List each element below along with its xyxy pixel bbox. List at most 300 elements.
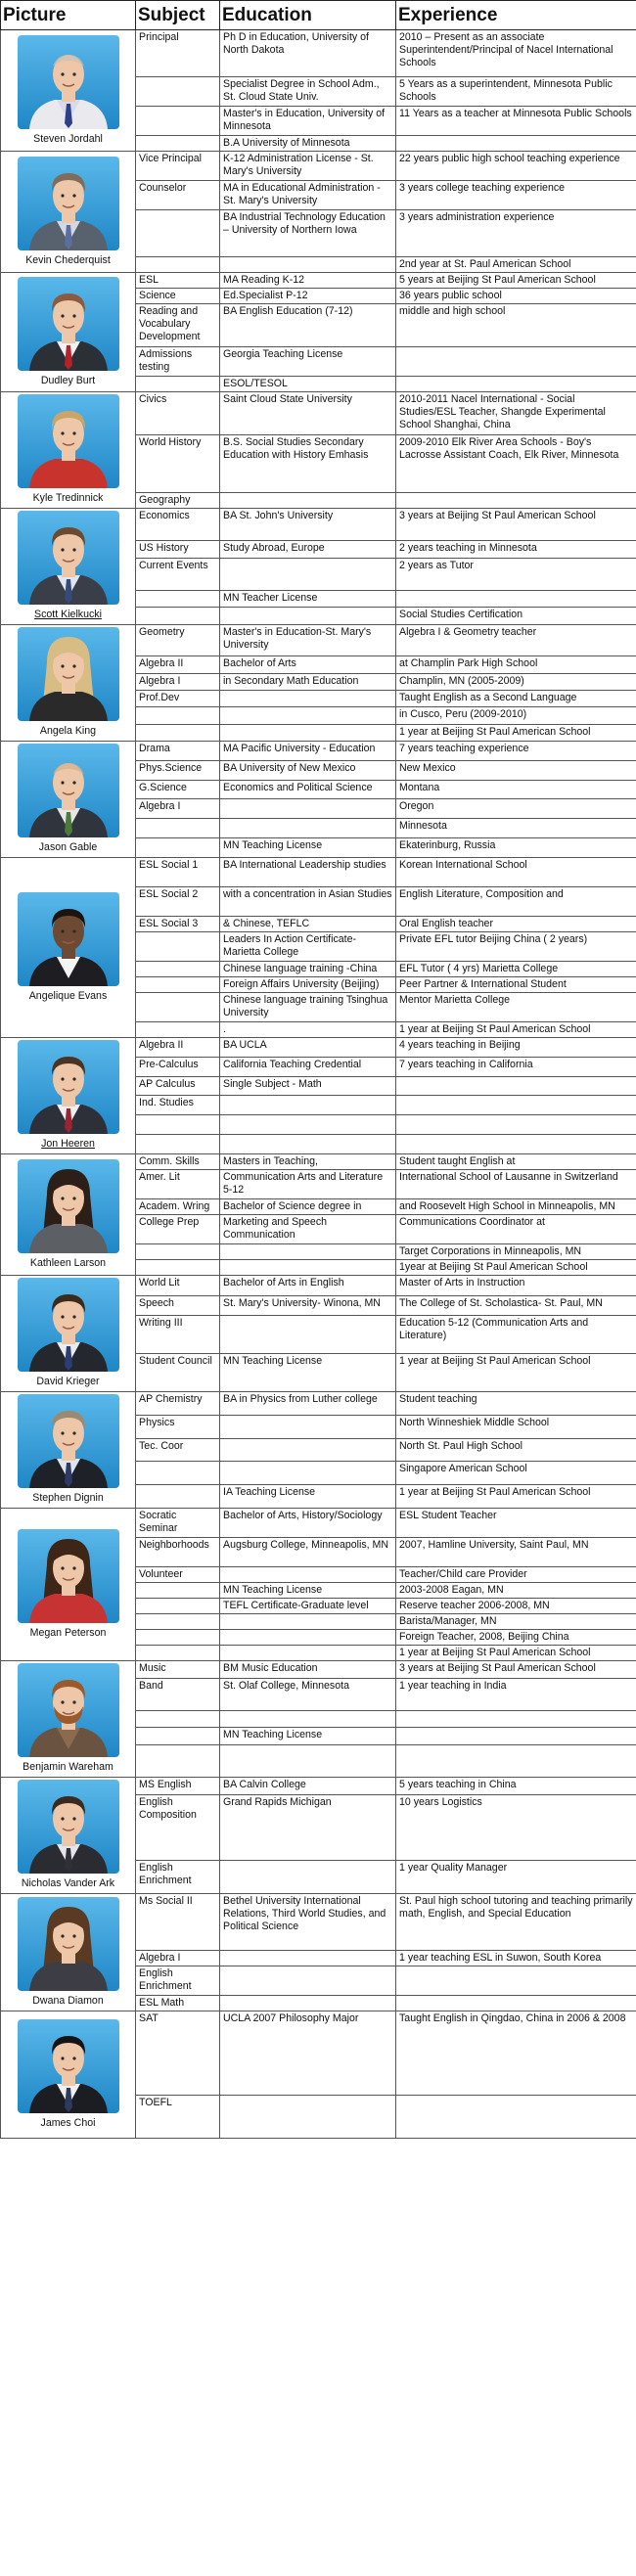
- experience-cell: Foreign Teacher, 2008, Beijing China: [396, 1630, 636, 1646]
- staff-name: Steven Jordahl: [33, 132, 103, 145]
- subject-cell: AP Calculus: [136, 1076, 220, 1096]
- experience-cell: Montana: [396, 780, 636, 799]
- staff-photo: [18, 1394, 119, 1488]
- education-cell: [220, 1316, 396, 1354]
- education-cell: Specialist Degree in School Adm., St. Cloud State Univ.: [220, 77, 396, 107]
- staff-picture-cell: [1, 273, 136, 392]
- subject-cell: [136, 1744, 220, 1777]
- subject-cell: [136, 377, 220, 392]
- staff-name: James Choi: [40, 2116, 96, 2129]
- subject-cell: [136, 1614, 220, 1630]
- subject-cell: English Composition: [136, 1795, 220, 1860]
- experience-cell: Minnesota: [396, 819, 636, 838]
- experience-cell: Taught English as a Second Language: [396, 691, 636, 707]
- education-cell: [220, 1614, 396, 1630]
- staff-name: Megan Peterson: [29, 1626, 107, 1639]
- experience-cell: 3 years at Beijing St Paul American School: [396, 1661, 636, 1679]
- portrait-graphic: [18, 1278, 119, 1372]
- subject-cell: [136, 707, 220, 724]
- subject-cell: [136, 977, 220, 993]
- subject-cell: Geometry: [136, 625, 220, 656]
- subject-cell: [136, 1115, 220, 1135]
- staff-photo: [18, 394, 119, 488]
- education-cell: [220, 1951, 396, 1966]
- table-row: [1, 1661, 636, 1679]
- education-cell: [220, 492, 396, 508]
- education-cell: & Chinese, TEFLC: [220, 917, 396, 932]
- subject-cell: [136, 838, 220, 858]
- experience-cell: [396, 492, 636, 508]
- subject-cell: [136, 1260, 220, 1276]
- staff-photo: [18, 2019, 119, 2113]
- staff-photo: [18, 157, 119, 250]
- education-cell: Masters in Teaching,: [220, 1154, 396, 1170]
- subject-cell: [136, 1728, 220, 1745]
- subject-cell: Admissions testing: [136, 347, 220, 377]
- experience-cell: [396, 377, 636, 392]
- subject-cell: [136, 1630, 220, 1646]
- subject-cell: TOEFL: [136, 2096, 220, 2139]
- experience-cell: International School of Lausanne in Switzerland: [396, 1170, 636, 1199]
- experience-cell: Student teaching: [396, 1392, 636, 1416]
- subject-cell: Counselor: [136, 181, 220, 210]
- table-row: [1, 1894, 636, 1951]
- staff-name: Jason Gable: [38, 841, 98, 853]
- experience-cell: St. Paul high school tutoring and teaching primarily math, English, and Special Education: [396, 1894, 636, 1951]
- experience-cell: Student taught English at: [396, 1154, 636, 1170]
- header-picture: Picture: [1, 1, 136, 30]
- experience-cell: [396, 1996, 636, 2011]
- education-cell: BA UCLA: [220, 1038, 396, 1058]
- education-cell: [220, 257, 396, 273]
- experience-cell: Master of Arts in Instruction: [396, 1276, 636, 1296]
- staff-name: Jon Heeren: [41, 1138, 95, 1150]
- experience-cell: [396, 1096, 636, 1115]
- education-cell: Marketing and Speech Communication: [220, 1215, 396, 1244]
- staff-photo: [18, 892, 119, 986]
- portrait-graphic: [18, 1780, 119, 1874]
- experience-cell: Reserve teacher 2006-2008, MN: [396, 1599, 636, 1614]
- education-cell: BM Music Education: [220, 1661, 396, 1679]
- subject-cell: [136, 136, 220, 152]
- education-cell: [220, 2096, 396, 2139]
- subject-cell: Algebra II: [136, 656, 220, 673]
- experience-cell: 5 years teaching in China: [396, 1778, 636, 1795]
- staff-photo: [18, 1529, 119, 1623]
- subject-cell: [136, 1022, 220, 1038]
- subject-cell: [136, 1462, 220, 1485]
- education-cell: [220, 1462, 396, 1485]
- subject-cell: G.Science: [136, 780, 220, 799]
- experience-cell: Korean International School: [396, 858, 636, 887]
- subject-cell: Algebra I: [136, 799, 220, 819]
- subject-cell: [136, 1583, 220, 1599]
- staff-name: Dudley Burt: [40, 374, 96, 386]
- education-cell: MN Teaching License: [220, 1583, 396, 1599]
- subject-cell: Science: [136, 289, 220, 304]
- education-cell: BA International Leadership studies: [220, 858, 396, 887]
- staff-photo: [18, 511, 119, 605]
- portrait-graphic: [18, 35, 119, 129]
- subject-cell: Comm. Skills: [136, 1154, 220, 1170]
- education-cell: Grand Rapids Michigan: [220, 1795, 396, 1860]
- table-row: [1, 152, 636, 181]
- experience-cell: [396, 590, 636, 608]
- education-cell: [220, 707, 396, 724]
- staff-name: Kevin Chederquist: [25, 253, 111, 266]
- education-cell: MA in Educational Administration - St. Mary's University: [220, 181, 396, 210]
- education-cell: B.A University of Minnesota: [220, 136, 396, 152]
- education-cell: California Teaching Credential: [220, 1057, 396, 1076]
- education-cell: BA Calvin College: [220, 1778, 396, 1795]
- education-cell: Bachelor of Arts in English: [220, 1276, 396, 1296]
- subject-cell: Physics: [136, 1415, 220, 1438]
- education-cell: [220, 1244, 396, 1260]
- experience-cell: 3 years at Beijing St Paul American School: [396, 509, 636, 541]
- subject-cell: Student Council: [136, 1354, 220, 1392]
- education-cell: MN Teaching License: [220, 838, 396, 858]
- subject-cell: [136, 590, 220, 608]
- subject-cell: [136, 107, 220, 136]
- subject-cell: ESL Math: [136, 1996, 220, 2011]
- experience-cell: [396, 136, 636, 152]
- education-cell: [220, 1860, 396, 1893]
- experience-cell: English Literature, Composition and: [396, 887, 636, 917]
- subject-cell: AP Chemistry: [136, 1392, 220, 1416]
- table-row: [1, 625, 636, 656]
- education-cell: TEFL Certificate-Graduate level: [220, 1599, 396, 1614]
- education-cell: Leaders In Action Certificate-Marietta College: [220, 932, 396, 962]
- experience-cell: 2007, Hamline University, Saint Paul, MN: [396, 1538, 636, 1567]
- experience-cell: Teacher/Child care Provider: [396, 1567, 636, 1583]
- education-cell: Georgia Teaching License: [220, 347, 396, 377]
- subject-cell: World History: [136, 435, 220, 492]
- experience-cell: [396, 1135, 636, 1154]
- education-cell: [220, 1260, 396, 1276]
- experience-cell: middle and high school: [396, 304, 636, 347]
- portrait-graphic: [18, 277, 119, 371]
- header-subject: Subject: [136, 1, 220, 30]
- subject-cell: Pre-Calculus: [136, 1057, 220, 1076]
- experience-cell: 36 years public school: [396, 289, 636, 304]
- experience-cell: 2010-2011 Nacel International - Social Studies/ESL Teacher, Shangde Experimental School Shanghai, China: [396, 392, 636, 435]
- staff-name: Nicholas Vander Ark: [21, 1877, 115, 1889]
- subject-cell: Music: [136, 1661, 220, 1679]
- education-cell: B.S. Social Studies Secondary Education with History Emhasis: [220, 435, 396, 492]
- experience-cell: [396, 1966, 636, 1996]
- staff-picture-cell: [1, 1509, 136, 1661]
- education-cell: [220, 1096, 396, 1115]
- experience-cell: 2009-2010 Elk River Area Schools - Boy's Lacrosse Assistant Coach, Elk River, Minnesota: [396, 435, 636, 492]
- experience-cell: New Mexico: [396, 760, 636, 780]
- experience-cell: Taught English in Qingdao, China in 2006 & 2008: [396, 2011, 636, 2096]
- table-row: [1, 1392, 636, 1416]
- education-cell: Study Abroad, Europe: [220, 541, 396, 559]
- education-cell: BA Industrial Technology Education – University of Northern Iowa: [220, 210, 396, 257]
- staff-photo: [18, 1159, 119, 1253]
- education-cell: [220, 1630, 396, 1646]
- staff-picture-cell: [1, 392, 136, 509]
- subject-cell: Vice Principal: [136, 152, 220, 181]
- experience-cell: 3 years administration experience: [396, 210, 636, 257]
- subject-cell: Prof.Dev: [136, 691, 220, 707]
- education-cell: ESOL/TESOL: [220, 377, 396, 392]
- experience-cell: 2003-2008 Eagan, MN: [396, 1583, 636, 1599]
- education-cell: St. Olaf College, Minnesota: [220, 1678, 396, 1710]
- education-cell: [220, 1744, 396, 1777]
- staff-name: Angelique Evans: [28, 989, 108, 1002]
- education-cell: St. Mary's University- Winona, MN: [220, 1295, 396, 1316]
- education-cell: BA English Education (7-12): [220, 304, 396, 347]
- experience-cell: 5 Years as a superintendent, Minnesota Public Schools: [396, 77, 636, 107]
- education-cell: Bachelor of Science degree in: [220, 1199, 396, 1215]
- experience-cell: 1 year at Beijing St Paul American School: [396, 1022, 636, 1038]
- header-education: Education: [220, 1, 396, 30]
- staff-picture-cell: [1, 1154, 136, 1276]
- subject-cell: [136, 77, 220, 107]
- staff-picture-cell: [1, 1894, 136, 2011]
- experience-cell: Communications Coordinator at: [396, 1215, 636, 1244]
- experience-cell: The College of St. Scholastica- St. Paul, MN: [396, 1295, 636, 1316]
- portrait-graphic: [18, 1040, 119, 1134]
- staff-picture-cell: [1, 2011, 136, 2139]
- subject-cell: College Prep: [136, 1215, 220, 1244]
- subject-cell: US History: [136, 541, 220, 559]
- experience-cell: 4 years teaching in Beijing: [396, 1038, 636, 1058]
- subject-cell: Economics: [136, 509, 220, 541]
- subject-cell: Algebra I: [136, 1951, 220, 1966]
- portrait-graphic: [18, 1394, 119, 1488]
- staff-name: Benjamin Wareham: [23, 1761, 114, 1773]
- education-cell: [220, 1996, 396, 2011]
- experience-cell: Education 5-12 (Communication Arts and Literature): [396, 1316, 636, 1354]
- staff-picture-cell: [1, 858, 136, 1038]
- staff-photo: [18, 1040, 119, 1134]
- staff-picture-cell: [1, 1661, 136, 1778]
- subject-cell: Algebra I: [136, 673, 220, 690]
- staff-name: Stephen Dignin: [32, 1492, 104, 1504]
- subject-cell: [136, 962, 220, 977]
- experience-cell: 2nd year at St. Paul American School: [396, 257, 636, 273]
- table-row: [1, 1509, 636, 1538]
- subject-cell: World Lit: [136, 1276, 220, 1296]
- portrait-graphic: [18, 157, 119, 250]
- experience-cell: 7 years teaching in California: [396, 1057, 636, 1076]
- portrait-graphic: [18, 1529, 119, 1623]
- experience-cell: and Roosevelt High School in Minneapolis, MN: [396, 1199, 636, 1215]
- experience-cell: [396, 1728, 636, 1745]
- portrait-graphic: [18, 744, 119, 837]
- experience-cell: 1 year teaching in India: [396, 1678, 636, 1710]
- experience-cell: 1 year teaching ESL in Suwon, South Korea: [396, 1951, 636, 1966]
- staff-photo: [18, 277, 119, 371]
- portrait-graphic: [18, 2019, 119, 2113]
- table-row: [1, 30, 636, 77]
- staff-photo: [18, 627, 119, 721]
- experience-cell: [396, 347, 636, 377]
- experience-cell: North Winneshiek Middle School: [396, 1415, 636, 1438]
- education-cell: Chinese language training -China: [220, 962, 396, 977]
- subject-cell: SAT: [136, 2011, 220, 2096]
- portrait-graphic: [18, 627, 119, 721]
- education-cell: in Secondary Math Education: [220, 673, 396, 690]
- education-cell: [220, 1135, 396, 1154]
- staff-name: David Krieger: [36, 1376, 100, 1387]
- education-cell: [220, 558, 396, 590]
- subject-cell: Geography: [136, 492, 220, 508]
- experience-cell: at Champlin Park High School: [396, 656, 636, 673]
- experience-cell: 1 year Quality Manager: [396, 1860, 636, 1893]
- experience-cell: ESL Student Teacher: [396, 1509, 636, 1538]
- education-cell: Foreign Affairs University (Beijing): [220, 977, 396, 993]
- staff-photo: [18, 1780, 119, 1874]
- education-cell: .: [220, 1022, 396, 1038]
- subject-cell: Band: [136, 1678, 220, 1710]
- experience-cell: Private EFL tutor Beijing China ( 2 years): [396, 932, 636, 962]
- experience-cell: Social Studies Certification: [396, 608, 636, 625]
- experience-cell: North St. Paul High School: [396, 1438, 636, 1462]
- education-cell: Master's in Education-St. Mary's University: [220, 625, 396, 656]
- staff-photo: [18, 35, 119, 129]
- experience-cell: 1 year at Beijing St Paul American School: [396, 724, 636, 741]
- education-cell: MN Teaching License: [220, 1728, 396, 1745]
- staff-photo: [18, 1663, 119, 1757]
- table-row: [1, 509, 636, 541]
- table-row: [1, 273, 636, 289]
- education-cell: [220, 608, 396, 625]
- subject-cell: [136, 1244, 220, 1260]
- education-cell: BA University of New Mexico: [220, 760, 396, 780]
- table-row: [1, 2011, 636, 2096]
- subject-cell: [136, 993, 220, 1022]
- education-cell: BA in Physics from Luther college: [220, 1392, 396, 1416]
- subject-cell: English Enrichment: [136, 1966, 220, 1996]
- portrait-graphic: [18, 1663, 119, 1757]
- education-cell: [220, 1115, 396, 1135]
- subject-cell: Reading and Vocabulary Development: [136, 304, 220, 347]
- education-cell: [220, 724, 396, 741]
- staff-picture-cell: [1, 1778, 136, 1894]
- subject-cell: [136, 1710, 220, 1728]
- subject-cell: Neighborhoods: [136, 1538, 220, 1567]
- staff-photo: [18, 1897, 119, 1991]
- staff-name: Scott Kielkucki: [34, 609, 102, 620]
- experience-cell: 1 year at Beijing St Paul American School: [396, 1354, 636, 1392]
- staff-picture-cell: [1, 1392, 136, 1509]
- portrait-graphic: [18, 1897, 119, 1991]
- staff-picture-cell: [1, 152, 136, 273]
- subject-cell: Principal: [136, 30, 220, 77]
- subject-cell: [136, 1135, 220, 1154]
- education-cell: Ph D in Education, University of North Dakota: [220, 30, 396, 77]
- subject-cell: Writing III: [136, 1316, 220, 1354]
- portrait-graphic: [18, 511, 119, 605]
- education-cell: MA Pacific University - Education: [220, 742, 396, 761]
- table-row: [1, 742, 636, 761]
- experience-cell: Algebra I & Geometry teacher: [396, 625, 636, 656]
- education-cell: Economics and Political Science: [220, 780, 396, 799]
- staff-picture-cell: [1, 1038, 136, 1154]
- experience-cell: Oral English teacher: [396, 917, 636, 932]
- staff-name: Kyle Tredinnick: [32, 492, 104, 504]
- education-cell: IA Teaching License: [220, 1485, 396, 1509]
- subject-cell: Algebra II: [136, 1038, 220, 1058]
- subject-cell: ESL Social 3: [136, 917, 220, 932]
- staff-name: Dwana Diamon: [32, 1994, 104, 2007]
- subject-cell: Amer. Lit: [136, 1170, 220, 1199]
- experience-cell: Target Corporations in Minneapolis, MN: [396, 1244, 636, 1260]
- experience-cell: 10 years Logistics: [396, 1795, 636, 1860]
- education-cell: MN Teaching License: [220, 1354, 396, 1392]
- subject-cell: Volunteer: [136, 1567, 220, 1583]
- experience-cell: 11 Years as a teacher at Minnesota Public Schools: [396, 107, 636, 136]
- experience-cell: [396, 1744, 636, 1777]
- experience-cell: Mentor Marietta College: [396, 993, 636, 1022]
- education-cell: MN Teacher License: [220, 590, 396, 608]
- subject-cell: [136, 257, 220, 273]
- education-cell: Bethel University International Relations, Third World Studies, and Political Science: [220, 1894, 396, 1951]
- header-row: [1, 1, 636, 30]
- education-cell: [220, 1966, 396, 1996]
- experience-cell: 7 years teaching experience: [396, 742, 636, 761]
- education-cell: [220, 691, 396, 707]
- subject-cell: Academ. Wring: [136, 1199, 220, 1215]
- experience-cell: 1year at Beijing St Paul American School: [396, 1260, 636, 1276]
- subject-cell: Civics: [136, 392, 220, 435]
- education-cell: [220, 799, 396, 819]
- staff-picture-cell: [1, 625, 136, 742]
- education-cell: Augsburg College, Minneapolis, MN: [220, 1538, 396, 1567]
- education-cell: with a concentration in Asian Studies: [220, 887, 396, 917]
- experience-cell: [396, 2096, 636, 2139]
- staff-picture-cell: [1, 742, 136, 858]
- experience-cell: EFL Tutor ( 4 yrs) Marietta College: [396, 962, 636, 977]
- staff-picture-cell: [1, 30, 136, 152]
- experience-cell: 22 years public high school teaching experience: [396, 152, 636, 181]
- experience-cell: in Cusco, Peru (2009-2010): [396, 707, 636, 724]
- experience-cell: 2 years teaching in Minnesota: [396, 541, 636, 559]
- education-cell: BA St. John's University: [220, 509, 396, 541]
- experience-cell: Singapore American School: [396, 1462, 636, 1485]
- education-cell: Saint Cloud State University: [220, 392, 396, 435]
- subject-cell: [136, 1485, 220, 1509]
- subject-cell: Socratic Seminar: [136, 1509, 220, 1538]
- experience-cell: 2010 – Present as an associate Superintendent/Principal of Nacel International Schools: [396, 30, 636, 77]
- subject-cell: Tec. Coor: [136, 1438, 220, 1462]
- staff-picture-cell: [1, 509, 136, 625]
- education-cell: Bachelor of Arts, History/Sociology: [220, 1509, 396, 1538]
- education-cell: [220, 1438, 396, 1462]
- subject-cell: [136, 819, 220, 838]
- subject-cell: English Enrichment: [136, 1860, 220, 1893]
- staff-name: Kathleen Larson: [29, 1256, 107, 1269]
- subject-cell: [136, 932, 220, 962]
- education-cell: Single Subject - Math: [220, 1076, 396, 1096]
- table-row: [1, 1038, 636, 1058]
- staff-body: [1, 30, 636, 2139]
- subject-cell: [136, 724, 220, 741]
- experience-cell: Oregon: [396, 799, 636, 819]
- table-row: [1, 392, 636, 435]
- subject-cell: [136, 1646, 220, 1661]
- experience-cell: Champlin, MN (2005-2009): [396, 673, 636, 690]
- education-cell: Master's in Education, University of Minnesota: [220, 107, 396, 136]
- education-cell: Ed.Specialist P-12: [220, 289, 396, 304]
- portrait-graphic: [18, 1159, 119, 1253]
- table-row: [1, 1276, 636, 1296]
- education-cell: [220, 1646, 396, 1661]
- subject-cell: [136, 210, 220, 257]
